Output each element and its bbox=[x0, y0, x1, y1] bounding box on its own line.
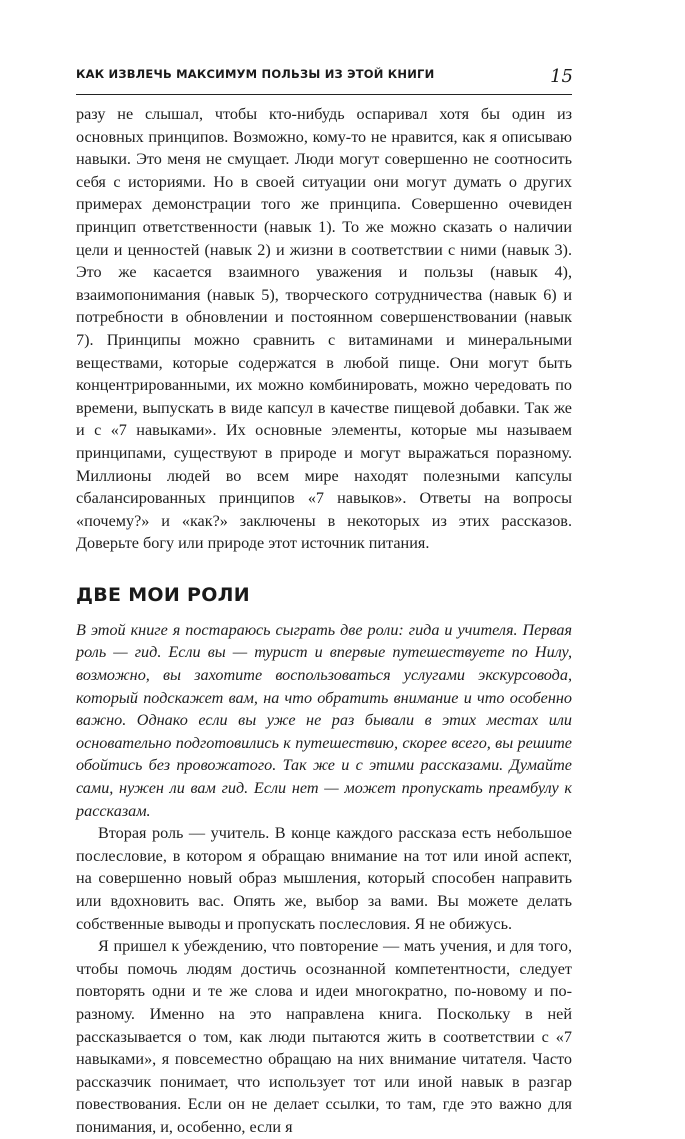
paragraph-repetition: Я пришел к убеждению, что повторение — мать учения, и для того, чтобы помочь людям достичь осознанной компетентности, следует повторять одни и те же слова и идеи многократно, по-новому и по-разному. Именно на это направлена книга. Поскольку в ней рассказывается о том, как люди пытаются жить в соответствии с «7 навыками», я повсеместно обращаю на них внимание читателя. Часто рассказчик понимает, что использует тот или иной навык в разгар повествования. Если он не делает ссылки, то там, где это важно для понимания, и, особенно, если я bbox=[76, 937, 572, 1136]
header-divider bbox=[76, 94, 572, 95]
page-body bbox=[76, 103, 572, 1139]
running-title: КАК ИЗВЛЕЧЬ МАКСИМУМ ПОЛЬЗЫ ИЗ ЭТОЙ КНИГИ bbox=[76, 67, 435, 81]
section-heading: ДВЕ МОИ РОЛИ bbox=[76, 583, 250, 606]
paragraph-two-roles: В этой книге я постараюсь сыграть две роли: гида и учителя. Первая роль — гид. Если вы — турист и впервые путешествуете по Нилу, возможно, вы захотите воспользоваться услугами экскурсовода, который подскажет вам, на что обратить внимание и что особенно важно. Однако если вы уже не раз бывали в этих местах или основательно подготовились к путешествию, скорее всего, вы решите обойтись без провожатого. Так же и с этими рассказами. Думайте сами, нужен ли вам гид. Если нет — может пропускать преамбулу к рассказам. bbox=[76, 620, 572, 820]
paragraph-principles: разу не слышал, чтобы кто-нибудь оспаривал хотя бы один из основных принципов. Возможно, кому-то не нравится, как я описываю навыки. Это меня не смущает. Люди могут совершенно не соотносить себя с историями. Но в своей ситуации они могут думать о других примерах демонстрации того же принципа. Совершенно очевиден принцип ответственности (навык 1). То же можно сказать о наличии цели и ценностей (навык 2) и жизни в соответствии с ними (навык 3). Это же касается взаимного уважения и пользы (навык 4), взаимопонимания (навык 5), творческого сотрудничества (навык 6) и потребности в обновлении и постоянном совершенствовании (навык 7). Принципы можно сравнить с витаминами и минеральными веществами, которые содержатся в любой пище. Они могут быть концентрированными, их можно комбинировать, можно чередовать по времени, выпускать в виде капсул в качестве пищевой добавки. Так же и с «7 навыками». Их основные элементы, которые мы называем принципами, существуют в природе и могут выражаться поразному. Миллионы людей во всем мире находят полезными капсулы сбалансированных принципов «7 навыков». Ответы на вопросы «почему?» и «как?» заключены в некоторых из этих рассказов. Доверьте богу или природе этот источник питания. bbox=[76, 105, 572, 553]
page-number: 15 bbox=[550, 66, 573, 87]
paragraph-teacher-role: Вторая роль — учитель. В конце каждого рассказа есть небольшое послесловие, в котором я обращаю внимание на тот или иной аспект, на совершенно новый образ мышления, который способен направить или вдохновить вас. Опять же, выбор за вами. Вы можете делать собственные выводы и пропускать послесловия. Я не обижусь. bbox=[76, 824, 572, 933]
